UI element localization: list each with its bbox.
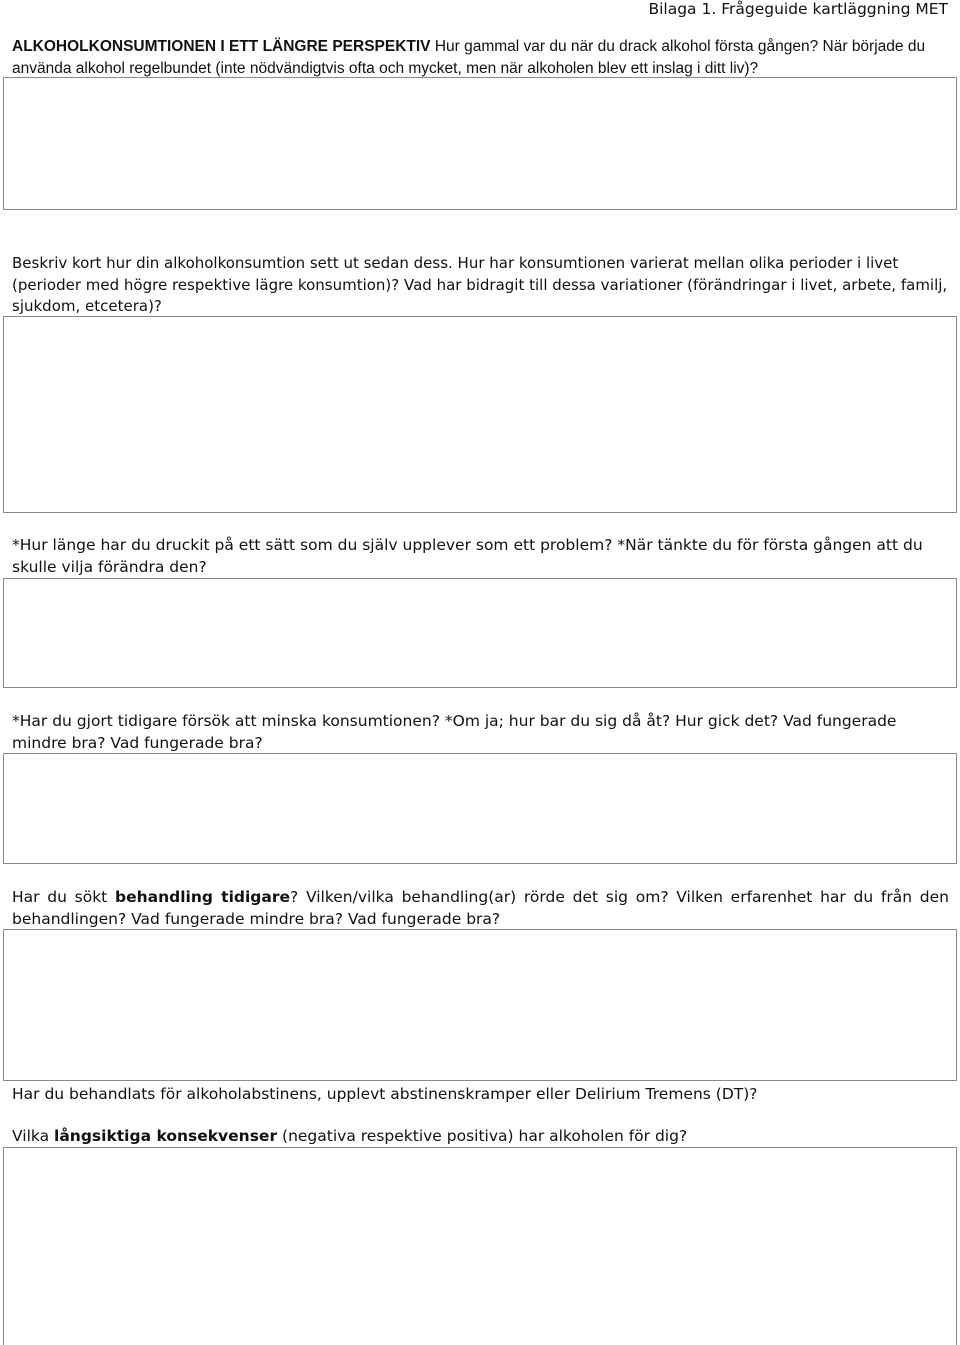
- question-consumption-history: Beskriv kort hur din alkoholkonsumtion sett ut sedan dess. Hur har konsumtionen varierat mellan olika perioder i livet (perioder med högre respektive lägre konsumtion)? Vad har bidragit till dessa variationer (förändringar i livet, arbete, familj, sjukdom, etcetera)?: [12, 254, 948, 315]
- question-long-term-consequences: [12, 1126, 949, 1148]
- answer-box-consumption-history[interactable]: [3, 316, 957, 513]
- appendix-header: Bilaga 1. Frågeguide kartläggning MET: [648, 0, 948, 18]
- consequences-emphasis: långsiktiga konsekvenser: [54, 1127, 278, 1145]
- answer-box-long-term-consequences[interactable]: [3, 1147, 957, 1345]
- question-text-post: (negativa respektive positiva) har alkoholen för dig?: [277, 1127, 688, 1145]
- question-previous-attempts: *Har du gjort tidigare försök att minska konsumtionen? *Om ja; hur bar du sig då åt? Hur gick det? Vad fungerade mindre bra? Vad fungerade bra?: [12, 712, 897, 752]
- section-heading: ALKOHOLKONSUMTIONEN I ETT LÄNGRE PERSPEKTIV: [12, 38, 431, 55]
- question-text-post: ? Vilken/vilka behandling(ar) rörde det sig om? Vilken erfarenhet har du från den behandlingen? Vad fungerade mindre bra? Vad fungerade bra?: [12, 888, 949, 928]
- answer-box-previous-attempts[interactable]: [3, 753, 957, 864]
- question-first-drink: [12, 36, 949, 79]
- question-previous-treatment: [12, 887, 949, 930]
- question-text: Hur gammal var du när du drack alkohol första gången? När började du använda alkohol regelbundet (inte nödvändigtvis ofta och mycket, men när alkoholen blev ett inslag i ditt liv)?: [12, 38, 926, 77]
- answer-box-first-drink[interactable]: [3, 77, 957, 210]
- question-withdrawal: Har du behandlats för alkoholabstinens, upplevt abstinenskramper eller Delirium Tremens (DT)?: [12, 1085, 758, 1103]
- treatment-emphasis: behandling tidigare: [114, 888, 291, 906]
- question-text-pre: Har du sökt: [12, 888, 115, 906]
- question-text-pre: Vilka: [12, 1127, 55, 1145]
- answer-box-problem-duration[interactable]: [3, 578, 957, 688]
- answer-box-previous-treatment[interactable]: [3, 929, 957, 1081]
- question-problem-duration: *Hur länge har du druckit på ett sätt som du själv upplever som ett problem? *När tänkte du för första gången att du skulle vilja förändra den?: [12, 536, 923, 576]
